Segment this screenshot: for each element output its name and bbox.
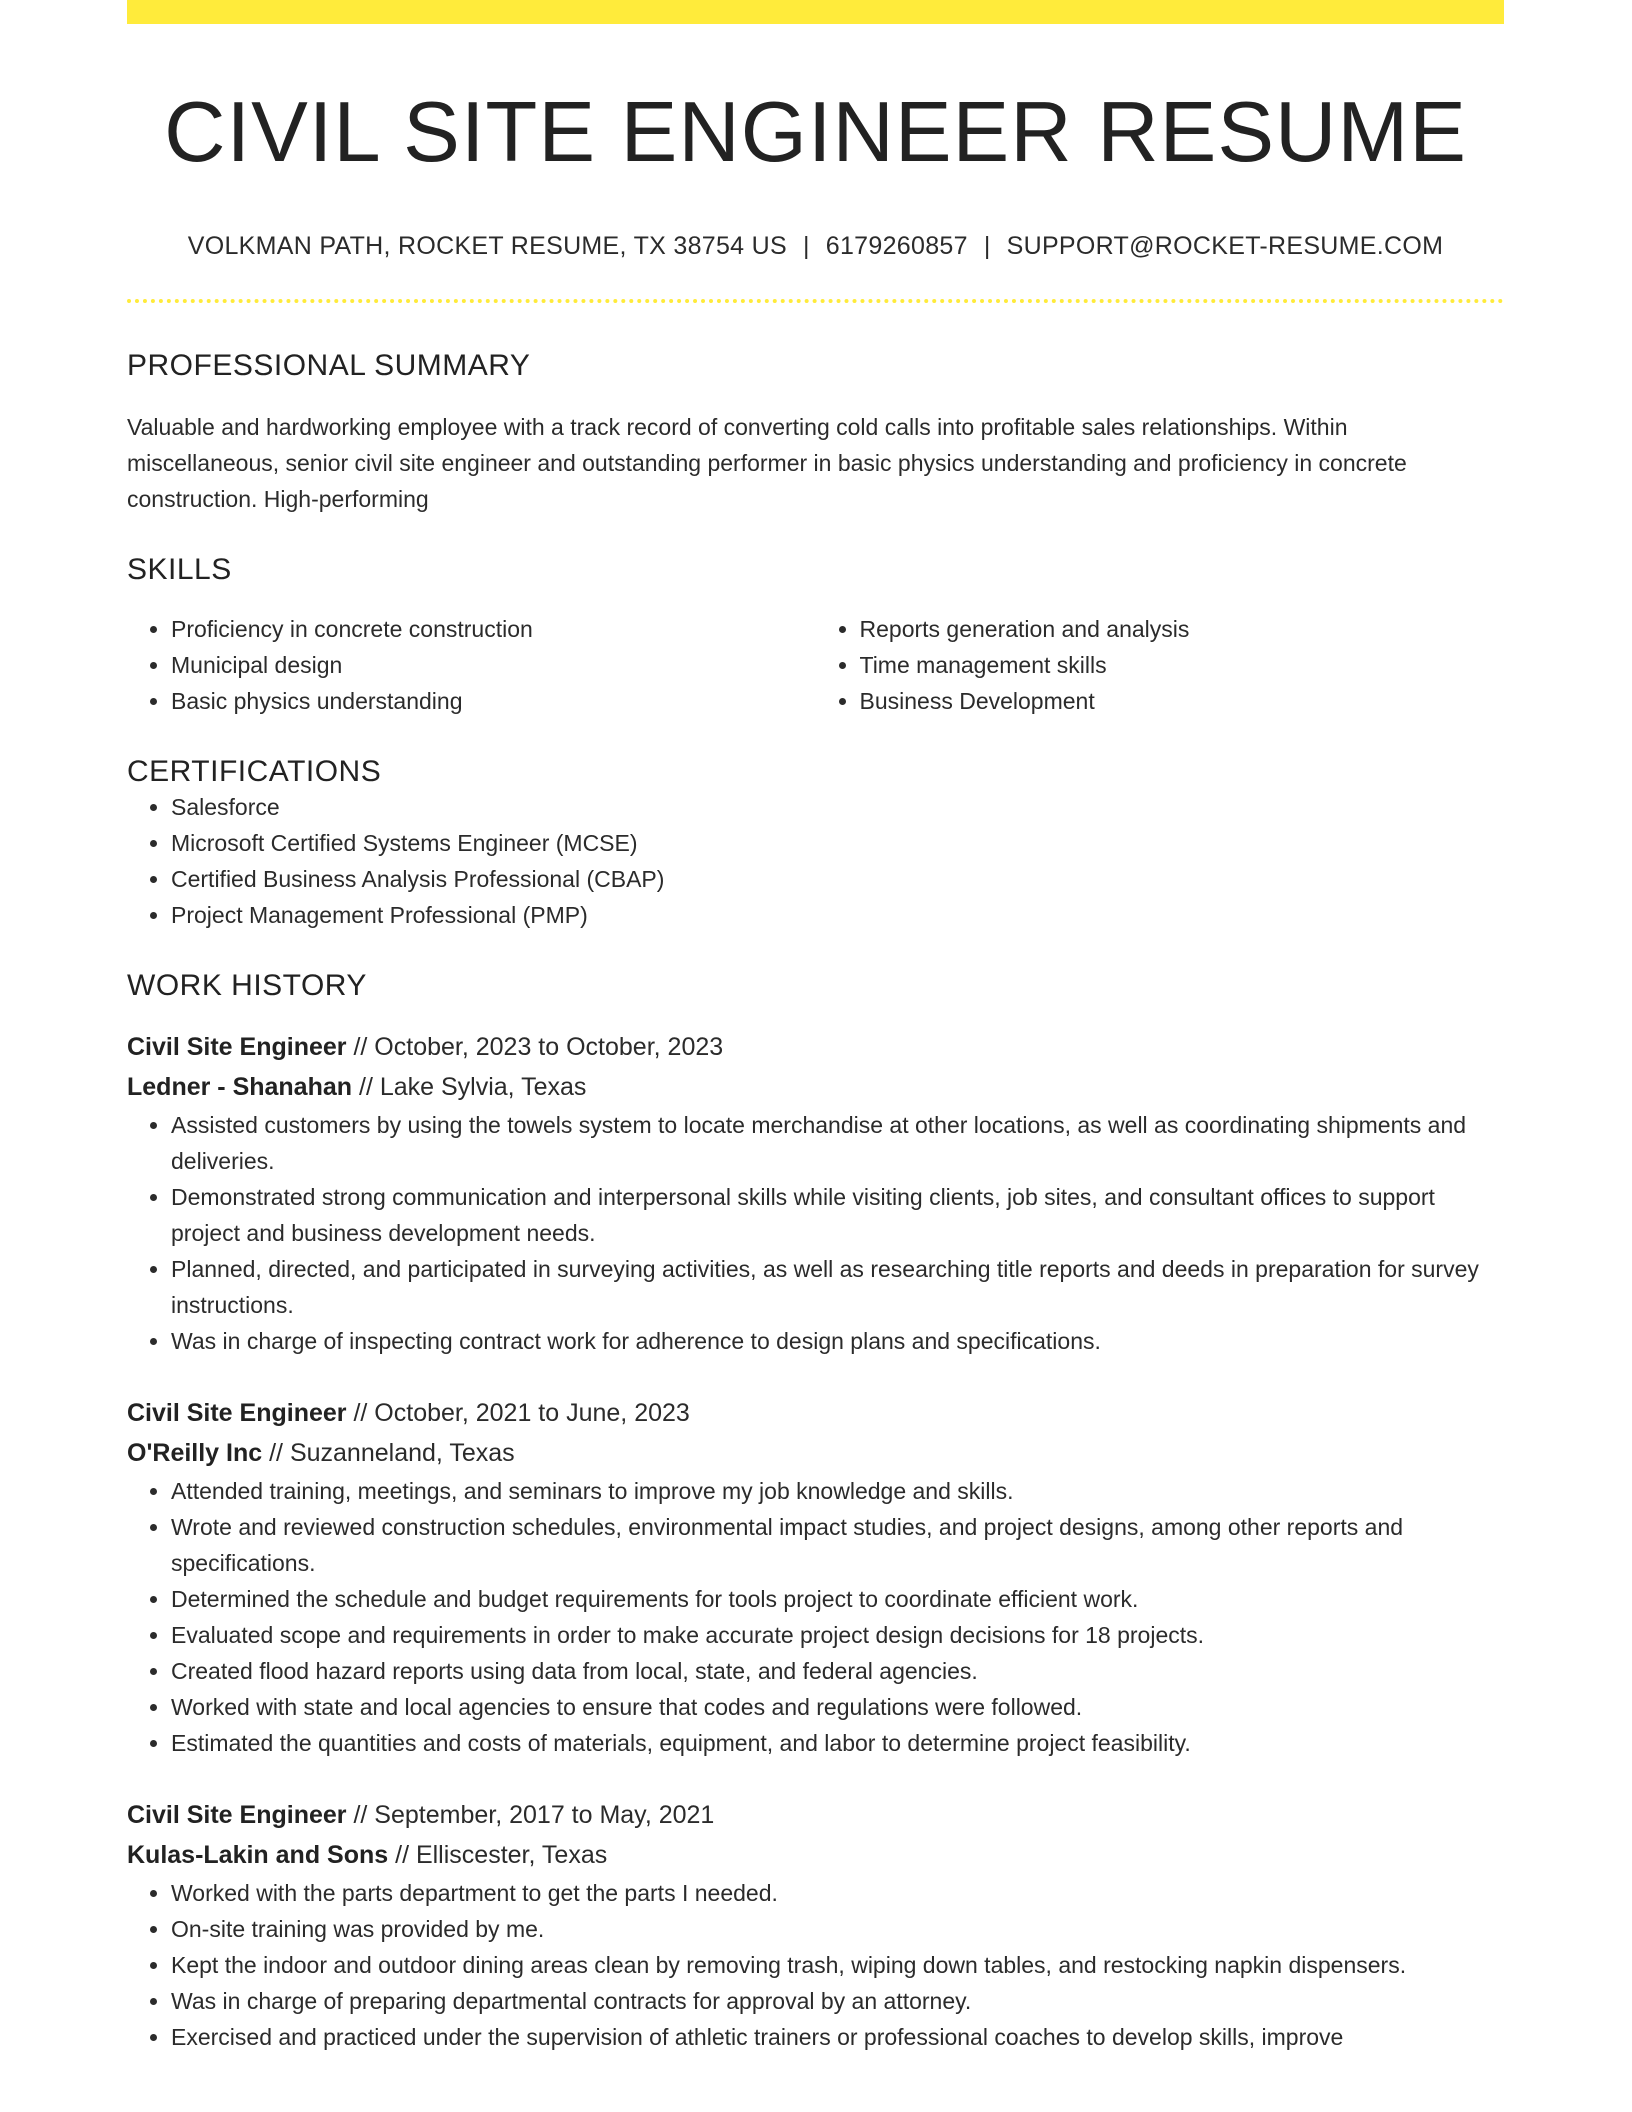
skills-list-left (127, 611, 816, 719)
job-bullet: • Kept the indoor and outdoor dining areas clean by removing trash, wiping down tables, and restocking napkin dispensers. (171, 1947, 1504, 1983)
job-bullet: • Created flood hazard reports using data from local, state, and federal agencies. (171, 1653, 1504, 1689)
skills-column-right (816, 611, 1505, 719)
job-bullet: • Assisted customers by using the towels system to locate merchandise at other locations, as well as coordinating shipments and deliveries. (171, 1107, 1504, 1179)
skills-list-right (816, 611, 1505, 719)
skill-item: • Basic physics understanding (171, 683, 816, 719)
job-entry-2 (127, 1393, 1504, 1761)
job-entry-1 (127, 1027, 1504, 1359)
job-bullet: • On-site training was provided by me. (171, 1911, 1504, 1947)
job-bullet: • Wrote and reviewed construction schedules, environmental impact studies, and project designs, among other reports and specifications. (171, 1509, 1504, 1581)
job-company-line (127, 1433, 1504, 1473)
job-bullet: • Worked with the parts department to get the parts I needed. (171, 1875, 1504, 1911)
job-dates: // September, 2017 to May, 2021 (346, 1800, 715, 1829)
skills-column-left (127, 611, 816, 719)
contact-email: SUPPORT@ROCKET-RESUME.COM (1006, 231, 1444, 260)
contact-line (127, 232, 1504, 261)
contact-address: VOLKMAN PATH, ROCKET RESUME, TX 38754 US (187, 231, 787, 260)
summary-text: Valuable and hardworking employee with a track record of converting cold calls into profitable sales relationships. Within miscellaneous, senior civil site engineer and outstanding performer in basic physics understanding and proficiency in concrete construction. High-performing (127, 413, 1407, 512)
job-company: O'Reilly Inc (127, 1438, 263, 1467)
job-location: // Lake Sylvia, Texas (352, 1072, 587, 1101)
job-location: // Elliscester, Texas (388, 1840, 608, 1869)
contact-separator: | (802, 231, 810, 260)
job-title-line (127, 1393, 1504, 1433)
skills-grid (127, 611, 1504, 719)
contact-phone: 6179260857 (825, 231, 968, 260)
contact-separator: | (983, 231, 991, 260)
job-bullet: • Exercised and practiced under the supervision of athletic trainers or professional coaches to develop skills, improve (171, 2019, 1504, 2055)
skill-item: • Time management skills (860, 647, 1505, 683)
work-history-heading: WORK HISTORY (127, 968, 367, 1002)
job-bullets (127, 1473, 1504, 1761)
job-location: // Suzanneland, Texas (262, 1438, 515, 1467)
job-entry-3 (127, 1795, 1504, 2055)
job-company-line (127, 1067, 1504, 1107)
certification-item: • Microsoft Certified Systems Engineer (MCSE) (171, 825, 1504, 861)
job-bullet: • Evaluated scope and requirements in order to make accurate project design decisions for 18 projects. (171, 1617, 1504, 1653)
job-dates: // October, 2021 to June, 2023 (346, 1398, 690, 1427)
job-bullet: • Worked with state and local agencies to ensure that codes and regulations were followed. (171, 1689, 1504, 1725)
job-company: Kulas-Lakin and Sons (127, 1840, 389, 1869)
skills-heading: SKILLS (127, 552, 232, 586)
certifications-list (127, 789, 1504, 933)
job-title-line (127, 1027, 1504, 1067)
job-title: Civil Site Engineer (127, 1032, 347, 1061)
skill-item: • Proficiency in concrete construction (171, 611, 816, 647)
job-bullets (127, 1107, 1504, 1359)
job-bullet: • Demonstrated strong communication and interpersonal skills while visiting clients, job sites, and consultant offices to support project and business development needs. (171, 1179, 1504, 1251)
job-dates: // October, 2023 to October, 2023 (346, 1032, 724, 1061)
job-bullet: • Was in charge of preparing departmental contracts for approval by an attorney. (171, 1983, 1504, 2019)
job-company-line (127, 1835, 1504, 1875)
summary-heading: PROFESSIONAL SUMMARY (127, 348, 531, 382)
job-bullet: • Attended training, meetings, and seminars to improve my job knowledge and skills. (171, 1473, 1504, 1509)
job-bullet: • Estimated the quantities and costs of materials, equipment, and labor to determine project feasibility. (171, 1725, 1504, 1761)
job-title-line (127, 1795, 1504, 1835)
job-bullet: • Determined the schedule and budget requirements for tools project to coordinate efficient work. (171, 1581, 1504, 1617)
accent-top-bar (127, 0, 1504, 24)
skill-item: • Municipal design (171, 647, 816, 683)
dotted-divider (127, 299, 1504, 303)
skill-item: • Business Development (860, 683, 1505, 719)
certification-item: • Salesforce (171, 789, 1504, 825)
skill-item: • Reports generation and analysis (860, 611, 1505, 647)
certifications-heading: CERTIFICATIONS (127, 754, 382, 788)
job-title: Civil Site Engineer (127, 1398, 347, 1427)
certification-item: • Certified Business Analysis Professional (CBAP) (171, 861, 1504, 897)
job-bullets (127, 1875, 1504, 2055)
job-bullet: • Planned, directed, and participated in surveying activities, as well as researching title reports and deeds in preparation for survey instructions. (171, 1251, 1504, 1323)
resume-page (127, 0, 1504, 2055)
job-bullet: • Was in charge of inspecting contract work for adherence to design plans and specifications. (171, 1323, 1504, 1359)
resume-title: CIVIL SITE ENGINEER RESUME (164, 85, 1467, 180)
certification-item: • Project Management Professional (PMP) (171, 897, 1504, 933)
job-company: Ledner - Shanahan (127, 1072, 353, 1101)
job-title: Civil Site Engineer (127, 1800, 347, 1829)
